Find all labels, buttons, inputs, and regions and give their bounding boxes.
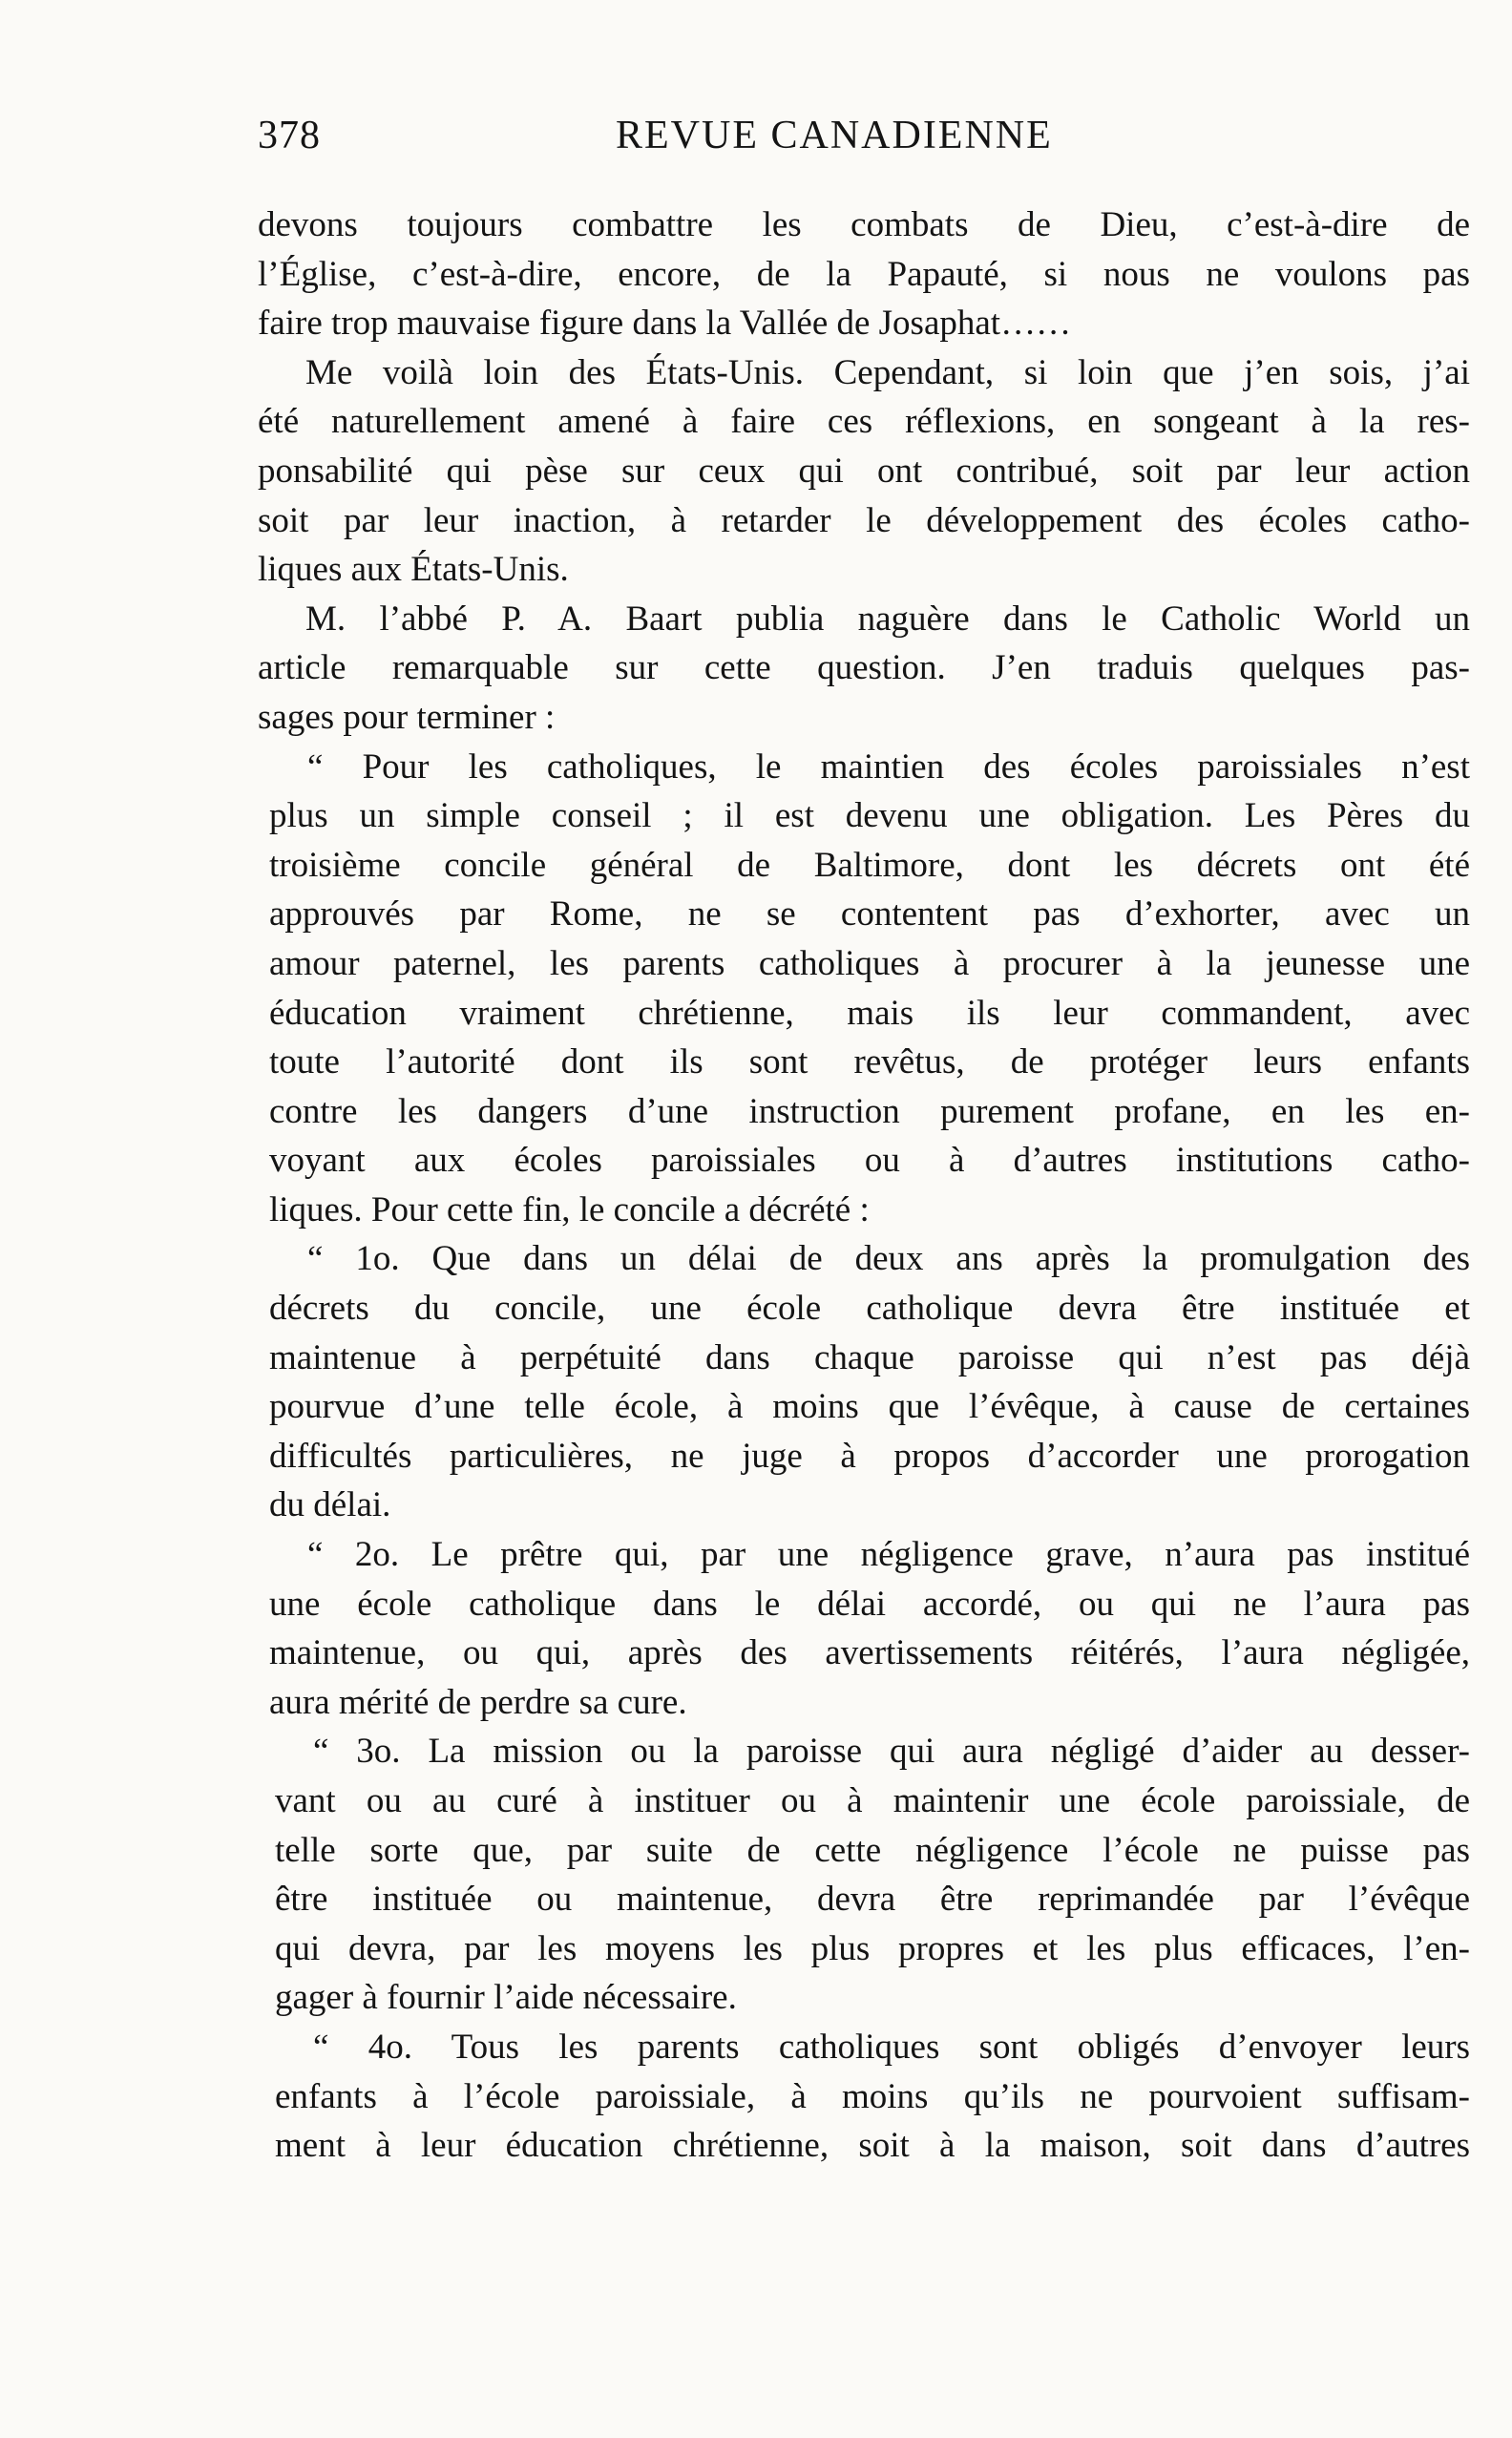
text-line: Me voilà loin des États-Unis. Cependant, si loin que j’en sois, j’ai [305,352,1470,392]
text-line: été naturellement amené à faire ces réflexions, en songeant à la res- [258,402,1470,442]
paragraph-6-decree-2 [258,1530,1470,1727]
text-line: “ 4o. Tous les parents catholiques sont obligés d’envoyer leurs [313,2027,1470,2067]
text-line: amour paternel, les parents catholiques à procurer à la jeunesse une [269,943,1470,983]
text-line: toute l’autorité dont ils sont revêtus, de protéger leurs enfants [269,1042,1470,1082]
paragraph-8-decree-4 [258,2023,1470,2171]
text-line: M. l’abbé P. A. Baart publia naguère dans le Catholic World un [305,599,1470,639]
body-text [258,200,1470,2171]
text-line: voyant aux écoles paroissiales ou à d’autres institutions catho- [269,1141,1470,1181]
text-line: sages pour terminer : [258,697,556,737]
text-line: être instituée ou maintenue, devra être reprimandée par l’évêque [275,1880,1470,1920]
text-line: liques. Pour cette fin, le concile a décrété : [269,1189,870,1230]
text-line: contre les dangers d’une instruction purement profane, en les en- [269,1091,1470,1131]
paragraph-7-decree-3 [258,1727,1470,2023]
text-line: décrets du concile, une école catholique devra être instituée et [269,1289,1470,1329]
journal-title: REVUE CANADIENNE [616,114,1053,158]
text-line: maintenue, ou qui, après des avertissements réitérés, l’aura négligée, [269,1633,1470,1673]
text-line: maintenue à perpétuité dans chaque paroisse qui n’est pas déjà [269,1337,1470,1377]
text-line: du délai. [269,1485,391,1525]
text-line: “ 3o. La mission ou la paroisse qui aura négligé d’aider au desser- [313,1732,1470,1772]
paragraph-3 [258,595,1470,743]
text-line: soit par leur inaction, à retarder le développement des écoles catho- [258,500,1470,540]
text-line: gager à fournir l’aide nécessaire. [275,1978,737,2018]
paragraph-1 [258,200,1470,348]
paragraph-4-quotation [258,743,1470,1235]
text-line: aura mérité de perdre sa cure. [269,1682,687,1722]
text-line: article remarquable sur cette question. J’en traduis quelques pas- [258,648,1470,688]
text-line: troisième concile général de Baltimore, dont les décrets ont été [269,845,1470,885]
text-line: difficultés particulières, ne juge à propos d’accorder une prorogation [269,1436,1470,1476]
text-line: vant ou au curé à instituer ou à maintenir une école paroissiale, de [275,1781,1470,1820]
text-line: éducation vraiment chrétienne, mais ils leur commandent, avec [269,993,1470,1033]
text-line: “ Pour les catholiques, le maintien des écoles paroissiales n’est [307,746,1470,787]
text-line: l’Église, c’est-à-dire, encore, de la Papauté, si nous ne voulons pas [258,254,1470,294]
text-line: faire trop mauvaise figure dans la Vallée de Josaphat…… [258,304,1072,344]
paragraph-5-decree-1 [258,1234,1470,1530]
text-line: “ 1o. Que dans un délai de deux ans après la promulgation des [307,1239,1470,1279]
running-head [258,113,1489,170]
text-line: ponsabilité qui pèse sur ceux qui ont contribué, soit par leur action [258,451,1470,491]
text-line: telle sorte que, par suite de cette négligence l’école ne puisse pas [275,1830,1470,1870]
text-line: “ 2o. Le prêtre qui, par une négligence grave, n’aura pas institué [307,1535,1470,1575]
paragraph-2 [258,348,1470,595]
text-line: liques aux États-Unis. [258,550,569,590]
text-line: enfants à l’école paroissiale, à moins qu’ils ne pourvoient suffisam- [275,2076,1470,2116]
text-line: devons toujours combattre les combats de Dieu, c’est-à-dire de [258,205,1470,244]
text-line: qui devra, par les moyens les plus propres et les plus efficaces, l’en- [275,1928,1470,1968]
text-line: plus un simple conseil ; il est devenu une obligation. Les Pères du [269,796,1470,836]
text-line: une école catholique dans le délai accordé, ou qui ne l’aura pas [269,1584,1470,1624]
text-line: approuvés par Rome, ne se contentent pas d’exhorter, avec un [269,894,1470,935]
text-line: ment à leur éducation chrétienne, soit à la maison, soit dans d’autres [275,2126,1470,2166]
page-number: 378 [258,114,321,158]
text-line: pourvue d’une telle école, à moins que l’évêque, à cause de certaines [269,1387,1470,1427]
